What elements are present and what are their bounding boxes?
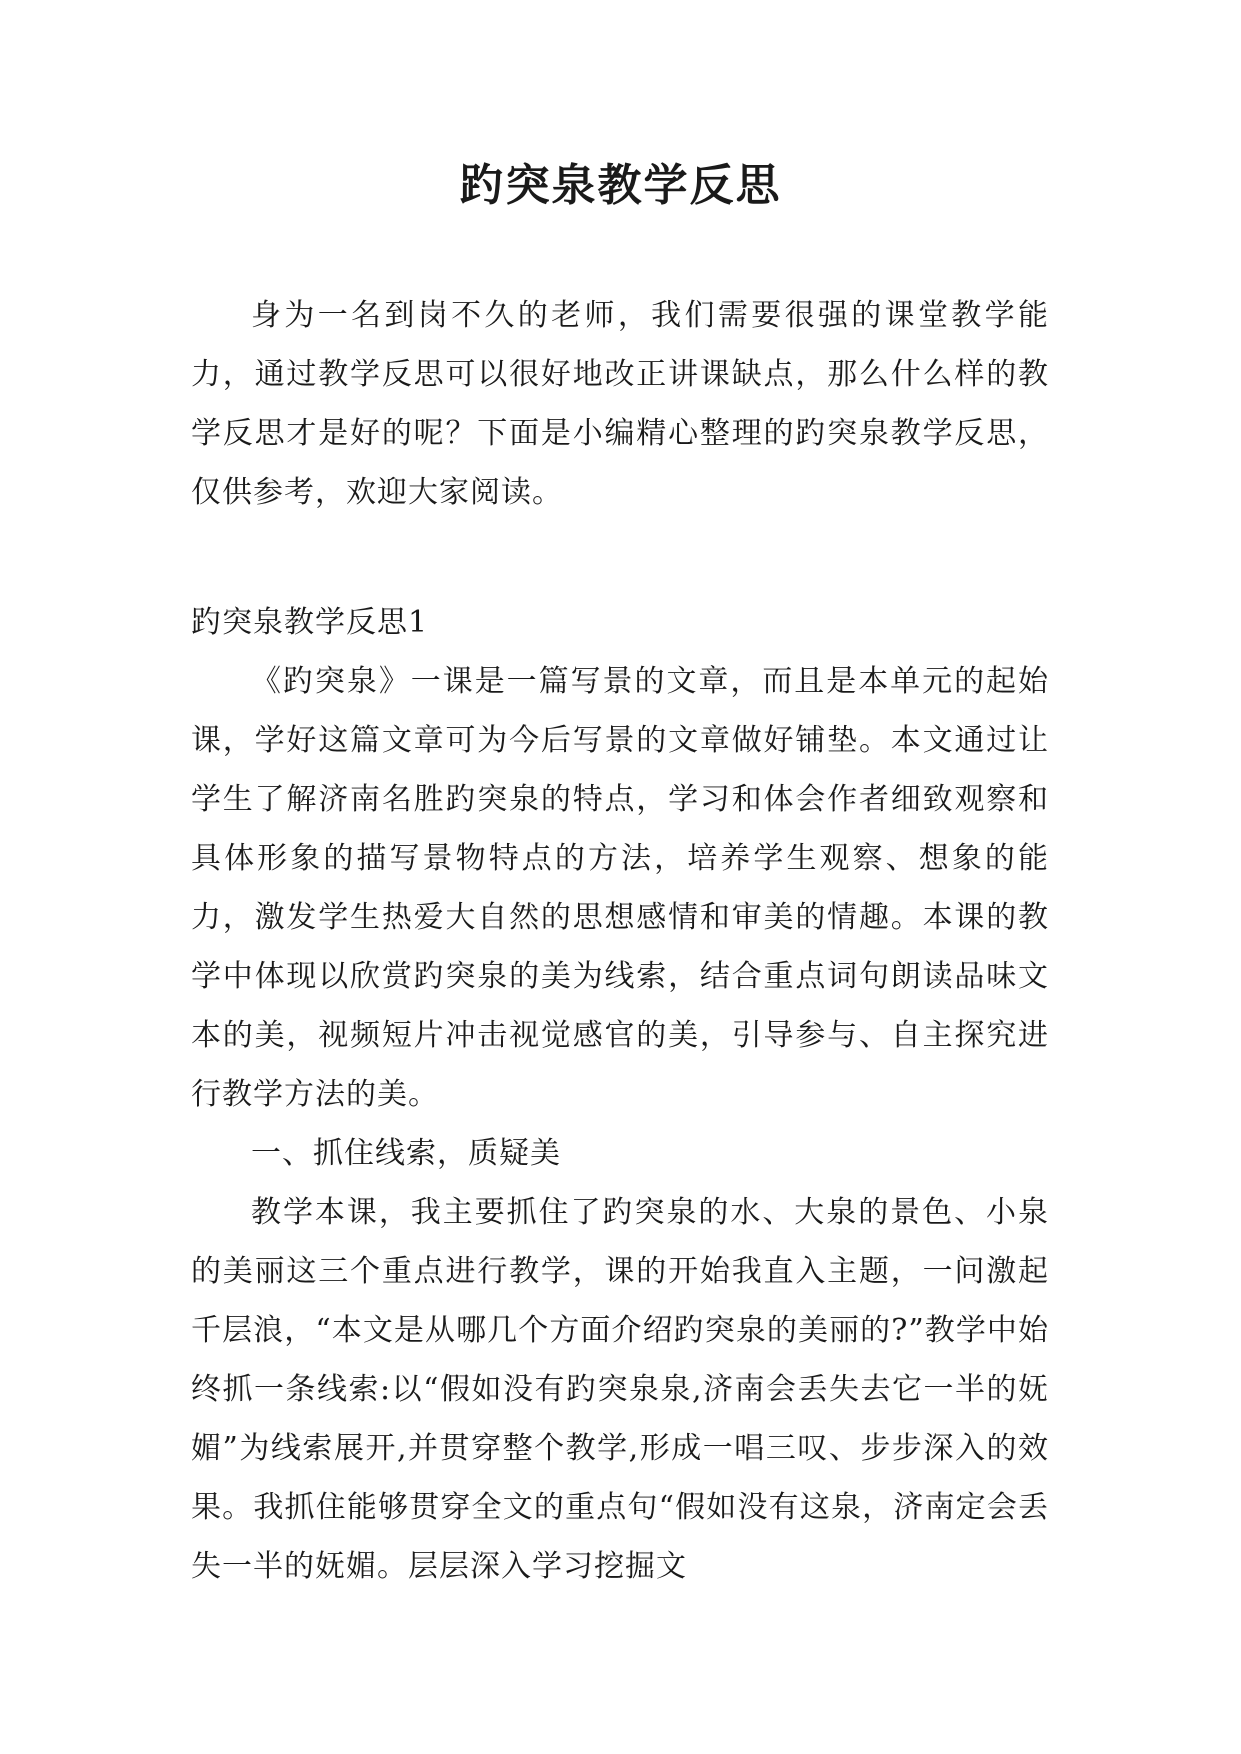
body-paragraph: 教学本课，我主要抓住了趵突泉的水、大泉的景色、小泉的美丽这三个重点进行教学，课的开始我直入主题，一问激起千层浪，“本文是从哪几个方面介绍趵突泉的美丽的?”教学中始终抓一条线索:以“假如没有趵突泉泉,济南会丢失去它一半的妩媚”为线索展开,并贯穿整个教学,形成一唱三叹、步步深入的效果。我抓住能够贯穿全文的重点句“假如没有这泉，济南定会丢失一半的妩媚。层层深入学习挖掘文 (191, 1195, 1049, 1584)
document-body (191, 286, 1049, 1596)
document-title: 趵突泉教学反思 (459, 160, 782, 211)
intro-paragraph: 身为一名到岗不久的老师，我们需要很强的课堂教学能力，通过教学反思可以很好地改正讲课缺点，那么什么样的教学反思才是好的呢？下面是小编精心整理的趵突泉教学反思，仅供参考，欢迎大家阅读。 (191, 298, 1049, 510)
section-spacer (191, 522, 1049, 593)
section-heading: 趵突泉教学反思1 (191, 605, 429, 640)
body-paragraph: 《趵突泉》一课是一篇写景的文章，而且是本单元的起始课，学好这篇文章可为今后写景的文章做好铺垫。本文通过让学生了解济南名胜趵突泉的特点，学习和体会作者细致观察和具体形象的描写景物特点的方法，培养学生观察、想象的能力，激发学生热爱大自然的思想感情和审美的情趣。本课的教学中体现以欣赏趵突泉的美为线索，结合重点词句朗读品味文本的美，视频短片冲击视觉感官的美，引导参与、自主探究进行教学方法的美。 (191, 664, 1049, 1112)
subheading: 一、抓住线索，质疑美 (251, 1136, 561, 1171)
